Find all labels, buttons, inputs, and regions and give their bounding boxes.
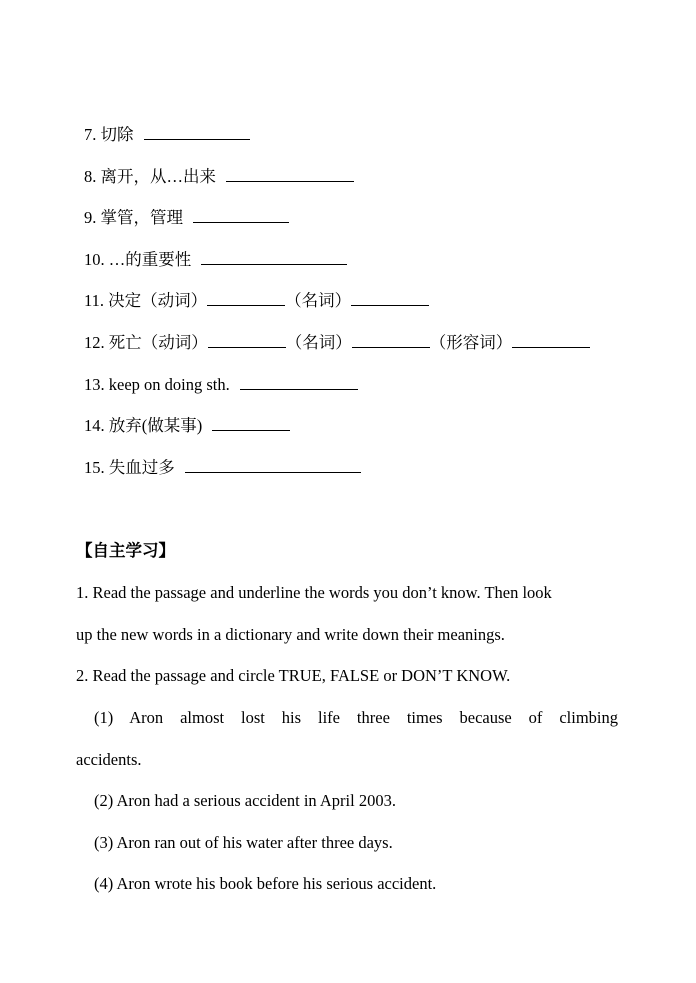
answer-blank[interactable]: [351, 291, 429, 306]
answer-blank[interactable]: [240, 375, 358, 390]
vocab-item-11: [84, 291, 429, 311]
vocab-item-14: [84, 416, 290, 436]
vocab-number: 11.: [84, 291, 105, 310]
statement-1-line-1: (1) Aron almost lost his life three times because of climbing: [94, 708, 618, 727]
vocab-prompt: 失血过多: [108, 458, 175, 477]
vocab-prompt: 掌管，管理: [100, 208, 183, 227]
answer-blank[interactable]: [208, 333, 286, 348]
vocab-item-13: [84, 375, 358, 395]
answer-blank[interactable]: [212, 416, 290, 431]
vocab-number: 9.: [84, 208, 97, 227]
section-heading: 【自主学习】: [76, 541, 175, 560]
answer-blank[interactable]: [201, 250, 347, 265]
vocab-item-10: [84, 250, 347, 270]
vocab-prompt: …的重要性: [108, 250, 192, 269]
vocab-number: 15.: [84, 458, 105, 477]
answer-blank[interactable]: [512, 333, 590, 348]
vocab-number: 14.: [84, 416, 105, 435]
vocab-number: 10.: [84, 250, 105, 269]
answer-blank[interactable]: [226, 167, 354, 182]
answer-blank[interactable]: [185, 458, 361, 473]
vocab-number: 13.: [84, 375, 105, 394]
answer-blank[interactable]: [352, 333, 430, 348]
vocab-item-7: [84, 125, 250, 145]
vocab-prompt-adjective: （形容词）: [429, 333, 513, 352]
answer-blank[interactable]: [144, 125, 250, 140]
vocab-number: 8.: [84, 167, 97, 186]
vocab-prompt-noun: （名词）: [285, 333, 352, 352]
vocab-prompt: 决定（动词）: [108, 291, 208, 310]
answer-blank[interactable]: [193, 208, 289, 223]
statement-4: (4) Aron wrote his book before his serious accident.: [94, 874, 437, 893]
vocab-item-12: [84, 333, 590, 353]
vocab-item-15: [84, 458, 361, 478]
task-1-line-2: up the new words in a dictionary and write down their meanings.: [76, 625, 505, 644]
statement-1-line-2: accidents.: [76, 750, 142, 769]
statement-3: (3) Aron ran out of his water after three days.: [94, 833, 393, 852]
vocab-prompt: 离开，从…出来: [100, 167, 216, 186]
answer-blank[interactable]: [207, 291, 285, 306]
vocab-item-9: [84, 208, 289, 228]
vocab-number: 12.: [84, 333, 105, 352]
vocab-prompt: 切除: [100, 125, 134, 144]
vocab-prompt: 死亡（动词）: [108, 333, 208, 352]
vocab-prompt: keep on doing sth.: [108, 375, 230, 394]
vocab-item-8: [84, 167, 354, 187]
statement-2: (2) Aron had a serious accident in April 2003.: [94, 791, 396, 810]
task-2-instruction: 2. Read the passage and circle TRUE, FALSE or DON’T KNOW.: [76, 666, 511, 685]
vocab-prompt: 放弃(做某事): [108, 416, 203, 435]
vocab-number: 7.: [84, 125, 97, 144]
task-1-line-1: 1. Read the passage and underline the words you don’t know. Then look: [76, 583, 552, 602]
vocab-prompt-noun: （名词）: [285, 291, 352, 310]
